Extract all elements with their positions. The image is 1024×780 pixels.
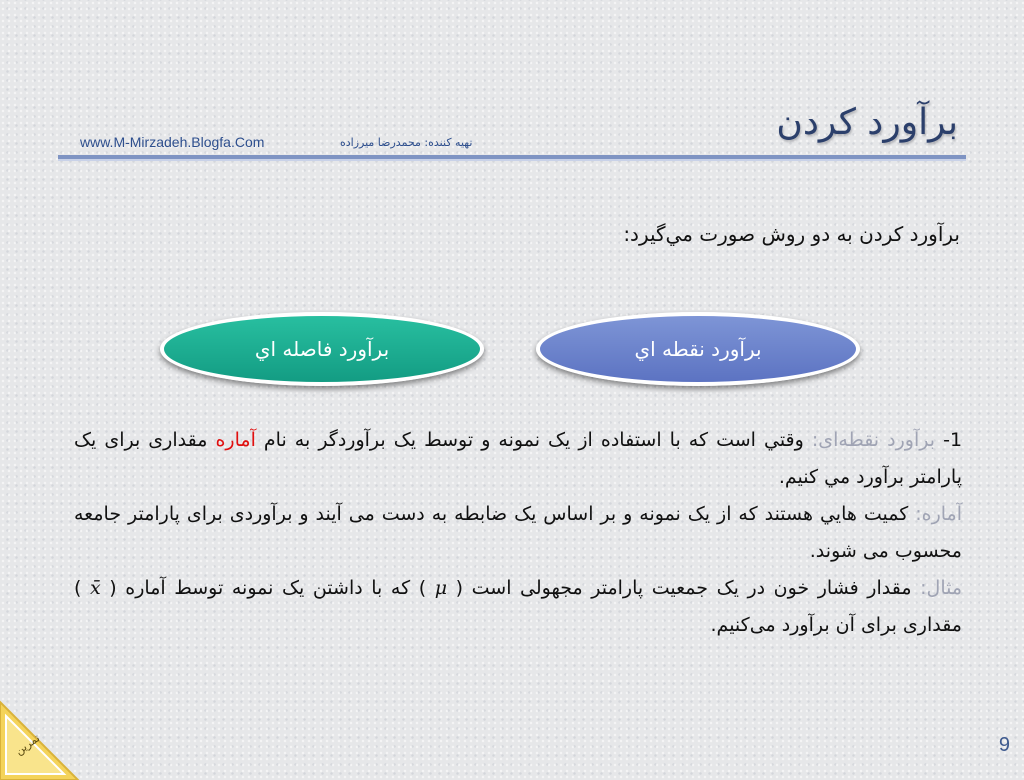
example-text-b: ) كه با داشتن يک نمونه توسط آماره ( bbox=[109, 577, 427, 599]
interval-estimation-oval bbox=[160, 312, 484, 386]
point-estimation-text-b: مقداری برای يک پارامتر برآورد مي كنيم. bbox=[74, 429, 962, 488]
interval-estimation-label: برآورد فاصله اي bbox=[254, 337, 390, 361]
xbar-symbol: x̄ bbox=[90, 577, 101, 599]
intro-text: برآورد کردن به دو روش صورت مي‌گيرد: bbox=[623, 222, 960, 246]
point-estimation-term: برآورد نقطه‌ای: bbox=[811, 429, 936, 451]
site-url: www.M-Mirzadeh.Blogfa.Com bbox=[80, 134, 265, 150]
point-estimation-label: برآورد نقطه اي bbox=[634, 337, 762, 361]
statistic-term: آماره: bbox=[915, 503, 962, 525]
statistic-paragraph bbox=[74, 496, 962, 570]
statistic-highlight: آماره bbox=[215, 429, 256, 451]
point-estimation-text-a: وقتي است كه با استفاده از يک نمونه و توسط یک برآوردگر به نام bbox=[263, 429, 804, 451]
statistic-text: كميت هايي هستند كه از يک نمونه و بر اساس يک ضابطه به دست مى آيند و برآوردی برای پارامتر جامعه محسوب مى شوند. bbox=[74, 503, 962, 562]
title-divider bbox=[58, 155, 966, 161]
slide-body bbox=[74, 422, 962, 644]
example-term: مثال: bbox=[920, 577, 963, 599]
exercise-badge-shape bbox=[0, 700, 84, 780]
slide-title: برآورد کردن bbox=[776, 102, 958, 143]
example-paragraph bbox=[74, 570, 962, 644]
mu-symbol: μ bbox=[434, 577, 448, 599]
point-estimation-oval bbox=[536, 312, 860, 386]
example-text-a: مقدار فشار خون در يک جمعيت پارامتر مجهولی است ( bbox=[455, 577, 912, 599]
exercise-badge-label: تمرین bbox=[12, 731, 43, 758]
example-text-c: ) مقداری برای آن برآورد مى‌كنيم. bbox=[74, 577, 962, 636]
author-credit: تهیه کننده: محمدرضا میرزاده bbox=[340, 136, 473, 149]
item-number: 1- bbox=[943, 429, 963, 451]
page-number: 9 bbox=[998, 734, 1010, 756]
point-estimation-paragraph bbox=[74, 422, 962, 496]
